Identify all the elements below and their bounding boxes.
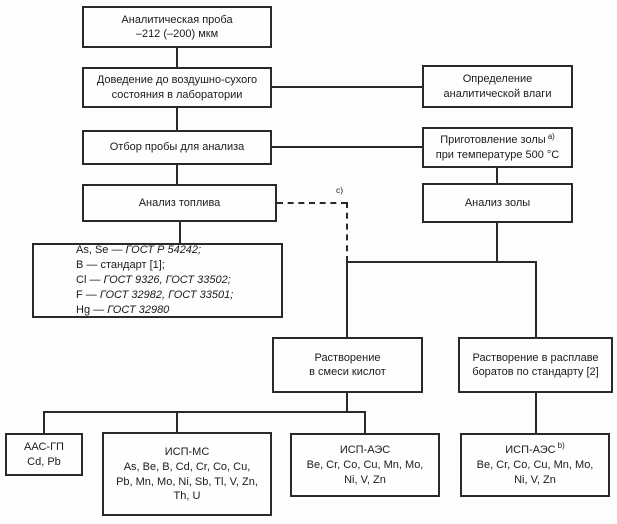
standards-line: B — стандарт [1]; [76, 258, 165, 271]
footnote-a: a) [547, 131, 555, 141]
node-icp-aes-acid [290, 433, 440, 497]
node-acid-dissolution-line2: в смеси кислот [309, 366, 386, 378]
node-icp-aes-acid-title: ИСП-АЭС [339, 444, 391, 457]
footnote-b: b) [557, 441, 565, 451]
dashed-connector-fuel-horizontal [277, 202, 347, 204]
node-borate-dissolution-line1: Растворение в расплаве [472, 351, 599, 364]
node-ash-analysis [422, 183, 573, 223]
standards-line: Hg — ГОСТ 32980 [76, 304, 170, 317]
node-borate-dissolution-line2: боратов по стандарту [2] [472, 366, 599, 378]
dashed-connector-fuel-vertical [346, 202, 348, 262]
connector-ashanalysis-down [496, 223, 498, 262]
standards-line: F — ГОСТ 32982, ГОСТ 33501; [76, 289, 234, 302]
connector-junction-horizontal [346, 261, 537, 263]
connector-to-acid-dissolution [346, 261, 348, 337]
node-air-dry [82, 67, 272, 108]
node-aas-gp-title: ААС-ГП [24, 440, 64, 453]
node-moisture-determination [422, 65, 573, 108]
standards-line: Cl — ГОСТ 9326, ГОСТ 33502; [76, 273, 231, 286]
node-icp-ms [102, 432, 272, 516]
node-air-dry-line1: Доведение до воздушно-сухого [96, 74, 258, 87]
node-borate-dissolution [458, 337, 613, 393]
node-analytic-sample-line1: Аналитическая проба [121, 13, 233, 26]
node-icp-aes-borate [460, 433, 610, 497]
node-aas-gp [5, 433, 83, 476]
connector-acid-down [346, 393, 348, 412]
node-analytic-sample [82, 6, 272, 48]
node-sampling-line1: Отбор пробы для анализа [109, 141, 245, 154]
connector-to-icpaes-acid [364, 411, 366, 433]
node-icp-aes-acid-elements: Be, Cr, Co, Cu, Mn, Mo, Ni, V, Zn [306, 459, 424, 486]
node-ash-preparation-line1: Приготовление золы $^{a)}$ [440, 131, 555, 147]
node-ash-preparation [422, 127, 573, 168]
node-analytic-sample-line2: –212 (–200) мкм [135, 28, 219, 40]
node-ash-preparation-line2: при температуре 500 °С [435, 148, 560, 161]
connector-sample-to-airdry [176, 48, 178, 67]
connector-airdry-to-sampling [176, 108, 178, 130]
standards-line: As, Se — ГОСТ Р 54242; [76, 243, 202, 256]
connector-fuelanalysis-to-standards [179, 222, 181, 243]
connector-to-borate-dissolution [535, 261, 537, 337]
connector-sampling-to-fuelanalysis [176, 165, 178, 184]
node-icp-ms-title: ИСП-МС [164, 445, 210, 458]
connector-to-icpms [176, 411, 178, 432]
node-icp-ms-elements: As, Be, B, Cd, Cr, Co, Cu, Pb, Mn, Mo, Ni, Sb, Tl, V, Zn, Th, U [116, 461, 258, 502]
node-icp-aes-borate-elements: Be, Cr, Co, Cu, Mn, Mo, Ni, V, Zn [476, 459, 594, 486]
node-moisture-line2: аналитической влаги [443, 87, 552, 100]
node-acid-dissolution-line1: Растворение [314, 351, 381, 364]
connector-airdry-to-moisture [272, 86, 422, 88]
node-fuel-standards-list [32, 243, 283, 318]
node-moisture-line1: Определение [462, 73, 533, 86]
node-acid-dissolution [272, 337, 423, 393]
connector-sampling-to-ashprep [272, 146, 422, 148]
node-air-dry-line2: состояния в лаборатории [111, 88, 243, 101]
node-ash-analysis-line1: Анализ золы [464, 196, 531, 209]
connector-to-aas [43, 411, 45, 433]
node-icp-aes-borate-title: ИСП-АЭС $^{b)}$ [505, 441, 565, 457]
node-fuel-analysis [82, 184, 277, 222]
connector-ashprep-to-ashanalysis [496, 168, 498, 183]
connector-distribution-horizontal [43, 411, 366, 413]
node-fuel-analysis-line1: Анализ топлива [138, 196, 221, 209]
node-aas-gp-elements: Cd, Pb [27, 456, 61, 468]
connector-borate-to-icpaes [535, 393, 537, 433]
footnote-c-label: c) [336, 185, 344, 195]
node-sampling [82, 130, 272, 165]
